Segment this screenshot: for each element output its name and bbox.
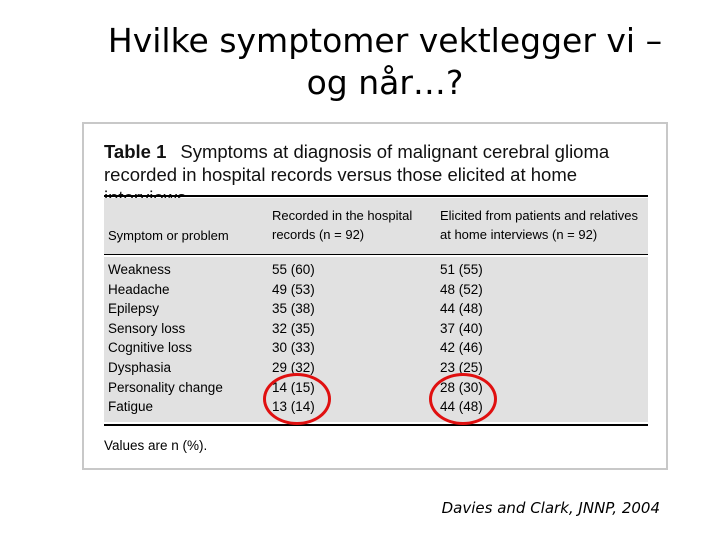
citation: Davies and Clark, JNNP, 2004 [441, 499, 660, 517]
cell-home: 42 (46) [440, 340, 483, 356]
slide-title [60, 20, 710, 104]
cell-hospital: 49 (53) [272, 281, 315, 297]
highlight-circle-home [429, 373, 497, 425]
table-label: Table 1 [104, 141, 167, 162]
slide-title-line-2: og når…? [306, 63, 464, 102]
cell-home: 23 (25) [440, 360, 483, 375]
cell-symptom: Sensory loss [108, 320, 186, 336]
cell-home: 28 (30) [440, 379, 483, 395]
table-top-rule [104, 195, 648, 197]
cell-symptom: Fatigue [108, 399, 154, 415]
cell-symptom: Dysphasia [108, 360, 172, 375]
cell-symptom: Epilepsy [108, 301, 160, 317]
cell-symptom: Headache [108, 281, 170, 297]
cell-hospital: 29 (32) [272, 360, 315, 375]
cell-hospital: 30 (33) [272, 340, 315, 356]
cell-hospital: 32 (35) [272, 320, 315, 336]
table-bottom-rule [104, 424, 648, 426]
table-header-rule [104, 254, 648, 255]
cell-hospital: 35 (38) [272, 301, 315, 317]
cell-symptom: Weakness [108, 262, 171, 277]
cell-hospital: 55 (60) [272, 262, 315, 277]
slide-title-line-1: Hvilke symptomer vektlegger vi – [107, 21, 663, 60]
cell-home: 51 (55) [440, 262, 483, 277]
table-caption-text: Symptoms at diagnosis of malignant cerebral glioma recorded in hospital records versus those elicited at home [104, 141, 610, 185]
cell-symptom: Cognitive loss [108, 340, 193, 356]
cell-home: 37 (40) [440, 320, 483, 336]
table-footnote: Values are n (%). [104, 438, 208, 453]
highlight-circle-hospital [263, 373, 331, 425]
cell-home: 44 (48) [440, 301, 483, 317]
table-figure [82, 122, 668, 470]
column-header-hospital: Recorded in the hospital records (n = 92) [272, 208, 413, 242]
cell-hospital: 13 (14) [272, 399, 315, 415]
column-header-home: Elicited from patients and relatives at home interviews (n = 92) [440, 208, 638, 242]
cell-home: 44 (48) [440, 399, 483, 415]
cell-hospital: 14 (15) [272, 379, 315, 395]
cell-symptom: Personality change [108, 379, 223, 395]
column-header-symptom: Symptom or problem [108, 228, 229, 243]
cell-home: 48 (52) [440, 281, 483, 297]
